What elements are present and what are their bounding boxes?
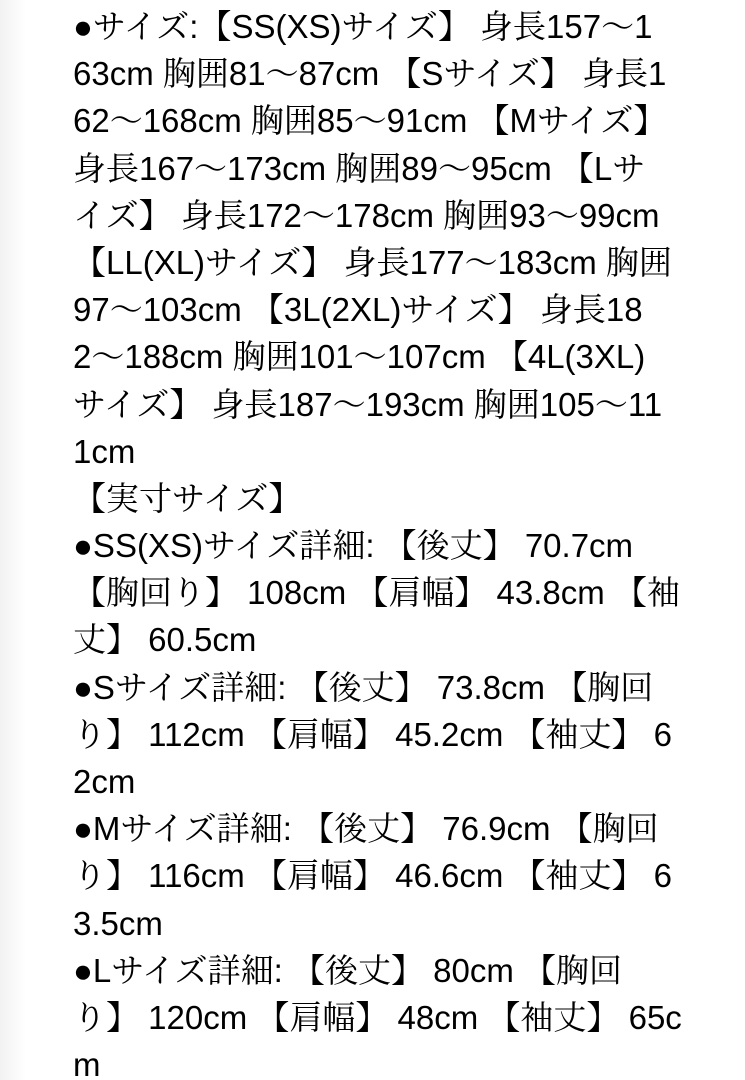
section-s-size-detail <box>73 664 717 806</box>
actual-size-heading: 【実寸サイズ】 <box>73 479 302 517</box>
text-line: ●サイズ:【SS(XS)サイズ】 身長157〜1 <box>73 8 653 45</box>
text-line: 63cm 胸囲81〜87cm 【Sサイズ】 身長1 <box>73 55 667 93</box>
section-size-range <box>73 3 717 475</box>
section-actual-size-header <box>73 475 717 522</box>
section-m-size-detail <box>73 805 717 947</box>
text-line: 2〜188cm 胸囲101〜107cm 【4L(3XL) <box>73 338 646 376</box>
text-line: ●SS(XS)サイズ詳細: 【後丈】 70.7cm <box>73 527 634 565</box>
text-line: り】 112cm 【肩幅】 45.2cm 【袖丈】 6 <box>73 715 673 753</box>
text-line: サイズ】 身長187〜193cm 胸囲105〜11 <box>73 385 663 423</box>
text-line: 97〜103cm 【3L(2XL)サイズ】 身長18 <box>73 291 643 329</box>
text-line: ●Sサイズ詳細: 【後丈】 73.8cm 【胸回 <box>73 668 654 706</box>
text-line: ●Mサイズ詳細: 【後丈】 76.9cm 【胸回 <box>73 810 659 848</box>
text-line: 62〜168cm 胸囲85〜91cm 【Mサイズ】 <box>73 102 667 140</box>
text-line: り】 120cm 【肩幅】 48cm 【袖丈】 65c <box>73 998 682 1036</box>
text-line: り】 116cm 【肩幅】 46.6cm 【袖丈】 6 <box>73 857 673 895</box>
section-ss-xs-size-detail <box>73 522 717 664</box>
text-line: 丈】 60.5cm <box>73 621 257 659</box>
text-line: 【LL(XL)サイズ】 身長177〜183cm 胸囲 <box>73 243 672 281</box>
text-line: ●Lサイズ詳細: 【後丈】 80cm 【胸回 <box>73 951 623 989</box>
text-line: 3.5cm <box>73 904 163 942</box>
text-line: m <box>73 1046 101 1080</box>
text-line: 身長167〜173cm 胸囲89〜95cm 【Lサ <box>73 149 646 187</box>
text-line: 【胸回り】 108cm 【肩幅】 43.8cm 【袖 <box>73 574 680 612</box>
text-line: 1cm <box>73 432 136 470</box>
section-l-size-detail <box>73 947 717 1080</box>
text-line: 2cm <box>73 763 136 800</box>
text-line: イズ】 身長172〜178cm 胸囲93〜99cm <box>73 196 660 234</box>
